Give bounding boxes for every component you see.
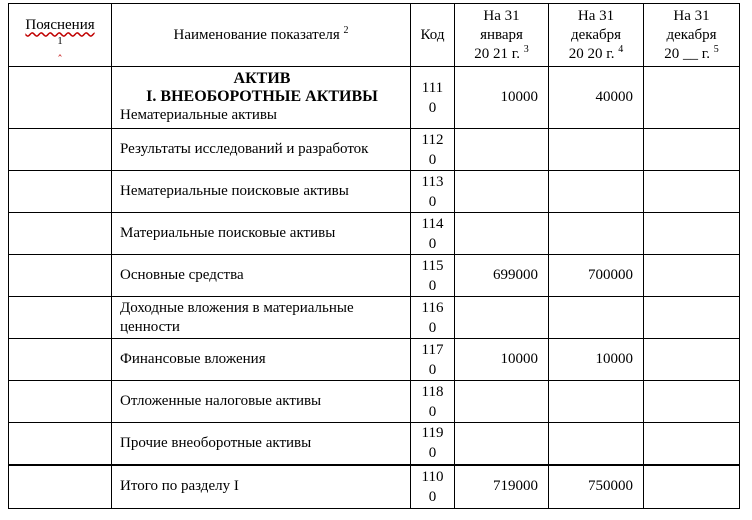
indicator-name-cell[interactable]: Результаты исследований и разработок [112, 129, 411, 171]
col3-line1: На 31 [673, 7, 710, 24]
code-part-1: 119 [421, 425, 444, 442]
value-col1-cell[interactable] [455, 171, 549, 213]
explanation-cell[interactable] [9, 67, 112, 129]
value-col1-cell[interactable] [455, 213, 549, 255]
code-part-1: 114 [421, 215, 444, 232]
table-row [9, 381, 740, 423]
value-col3-cell[interactable] [644, 423, 740, 465]
code-part-1: 113 [421, 173, 444, 190]
value-col3-cell[interactable] [644, 381, 740, 423]
header-indicator-name [112, 4, 411, 67]
code-part-2: 0 [428, 193, 437, 210]
code-part-1: 110 [421, 468, 444, 485]
code-part-2: 0 [428, 277, 437, 294]
explanation-cell[interactable] [9, 255, 112, 297]
code-part-2: 0 [428, 99, 437, 116]
value-col2-cell[interactable] [549, 171, 644, 213]
value-col3-cell[interactable] [644, 255, 740, 297]
value-col3-cell[interactable] [644, 171, 740, 213]
value-col1-cell[interactable]: 719000 [455, 465, 549, 509]
col1-line1: На 31 [483, 7, 520, 24]
table-row [9, 339, 740, 381]
value-col2-cell[interactable] [549, 129, 644, 171]
section-subtitle: I. ВНЕОБОРОТНЫЕ АКТИВЫ [146, 88, 378, 105]
table-row [9, 213, 740, 255]
col2-line2: декабря [570, 26, 622, 43]
code-part-2: 0 [428, 403, 437, 420]
indicator-name-cell[interactable]: Материальные поисковые активы [112, 213, 411, 255]
explanations-footnote: 1 [57, 34, 63, 47]
explanation-cell[interactable] [9, 129, 112, 171]
section-title: АКТИВ [233, 70, 291, 87]
value-col2-cell[interactable] [549, 297, 644, 339]
code-part-1: 116 [421, 299, 444, 316]
table-row [9, 297, 740, 339]
col2-footnote: 4 [618, 43, 624, 55]
code-part-1: 112 [421, 131, 444, 148]
explanations-label: Пояснения [25, 16, 95, 33]
value-col1-cell[interactable]: 699000 [455, 255, 549, 297]
code-cell[interactable] [411, 255, 455, 297]
explanation-cell[interactable] [9, 339, 112, 381]
indicator-name-footnote: 2 [343, 24, 349, 36]
code-part-2: 0 [428, 488, 437, 505]
col2-line3: 20 20 г. [568, 45, 615, 62]
value-col3-cell[interactable] [644, 129, 740, 171]
value-col3-cell[interactable] [644, 465, 740, 509]
value-col1-cell[interactable]: 10000 [455, 67, 549, 129]
code-part-2: 0 [428, 361, 437, 378]
code-cell[interactable] [411, 213, 455, 255]
explanation-cell[interactable] [9, 381, 112, 423]
indicator-name-cell[interactable]: Доходные вложения в материальные ценности [112, 297, 411, 339]
balance-sheet-table [8, 3, 740, 509]
explanation-cell[interactable] [9, 297, 112, 339]
indicator-name-cell[interactable]: Основные средства [112, 255, 411, 297]
indicator-name-label: Наименование показателя [173, 26, 340, 43]
table-row [9, 129, 740, 171]
value-col3-cell[interactable] [644, 213, 740, 255]
col3-line2: декабря [666, 26, 717, 43]
code-cell[interactable] [411, 171, 455, 213]
code-part-1: 115 [421, 257, 444, 274]
code-part-2: 0 [428, 151, 437, 168]
value-col3-cell[interactable] [644, 297, 740, 339]
col1-footnote: 3 [523, 43, 529, 55]
header-code [411, 4, 455, 67]
col2-line1: На 31 [577, 7, 615, 24]
code-part-1: 111 [421, 79, 444, 96]
spellcheck-caret-icon: ‸ [58, 44, 62, 57]
value-col1-cell[interactable] [455, 297, 549, 339]
col3-footnote: 5 [713, 43, 719, 55]
code-part-2: 0 [428, 319, 437, 336]
header-row [9, 4, 740, 67]
explanation-cell[interactable] [9, 465, 112, 509]
value-col3-cell[interactable] [644, 67, 740, 129]
value-col2-cell[interactable]: 750000 [549, 465, 644, 509]
code-cell[interactable] [411, 465, 455, 509]
code-cell[interactable] [411, 381, 455, 423]
indicator-name: Нематериальные активы [120, 107, 278, 123]
header-col2 [549, 4, 644, 67]
value-col2-cell[interactable] [549, 423, 644, 465]
explanation-cell[interactable] [9, 171, 112, 213]
col1-line3: 20 21 г. [474, 45, 520, 62]
header-col3 [644, 4, 740, 67]
header-explanations [9, 4, 112, 67]
value-col2-cell[interactable]: 40000 [549, 67, 644, 129]
col3-line3: 20 __ г. [664, 45, 710, 62]
header-col1 [455, 4, 549, 67]
indicator-name-cell[interactable]: Итого по разделу I [112, 465, 411, 509]
code-part-2: 0 [428, 235, 437, 252]
value-col3-cell[interactable] [644, 339, 740, 381]
value-col1-cell[interactable] [455, 129, 549, 171]
code-part-1: 117 [421, 341, 444, 358]
indicator-name-cell[interactable]: Прочие внеоборотные активы [112, 423, 411, 465]
value-col2-cell[interactable]: 700000 [549, 255, 644, 297]
indicator-name-cell[interactable]: Отложенные налоговые активы [112, 381, 411, 423]
value-col2-cell[interactable] [549, 381, 644, 423]
table-row [9, 67, 740, 129]
code-cell[interactable] [411, 423, 455, 465]
code-part-2: 0 [428, 445, 437, 462]
code-cell[interactable] [411, 339, 455, 381]
indicator-name-cell[interactable] [112, 67, 411, 129]
code-cell[interactable] [411, 129, 455, 171]
table-row [9, 255, 740, 297]
explanation-cell[interactable] [9, 213, 112, 255]
indicator-name-cell[interactable]: Нематериальные поисковые активы [112, 171, 411, 213]
code-label: Код [420, 26, 445, 43]
value-col1-cell[interactable]: 10000 [455, 339, 549, 381]
code-cell[interactable] [411, 297, 455, 339]
table-row [9, 423, 740, 465]
value-col1-cell[interactable] [455, 381, 549, 423]
explanation-cell[interactable] [9, 423, 112, 465]
col1-line2: января [480, 26, 523, 43]
table-row-total [9, 465, 740, 509]
indicator-name-cell[interactable]: Финансовые вложения [112, 339, 411, 381]
code-cell[interactable] [411, 67, 455, 129]
value-col2-cell[interactable] [549, 213, 644, 255]
code-part-1: 118 [421, 383, 444, 400]
table-row [9, 171, 740, 213]
value-col2-cell[interactable]: 10000 [549, 339, 644, 381]
value-col1-cell[interactable] [455, 423, 549, 465]
